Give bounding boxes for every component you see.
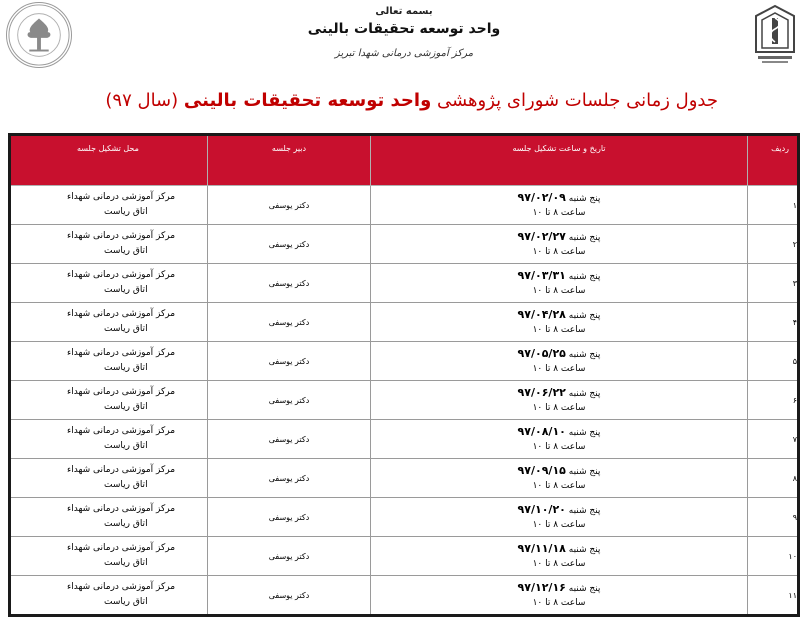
header-date: تاریخ و ساعت تشکیل جلسه [371, 135, 748, 186]
location-room: اتاق ریاست [104, 207, 148, 217]
row-number: ۲ [748, 225, 799, 264]
meeting-date: ۹۷/۰۸/۱۰ [517, 424, 566, 438]
bismillah-heading: بسمه تعالی [375, 6, 433, 17]
table-row [10, 381, 799, 420]
row-number: ۶ [748, 381, 799, 420]
meeting-datetime [371, 498, 748, 537]
meeting-location [10, 498, 208, 537]
meeting-date: ۹۷/۰۵/۲۵ [517, 346, 566, 360]
location-room: اتاق ریاست [104, 402, 148, 412]
meeting-datetime [371, 264, 748, 303]
meeting-time: ساعت ۸ تا ۱۰ [532, 597, 586, 608]
location-center: مرکز آموزشی درمانی شهداء [67, 504, 176, 514]
header-location: محل تشکیل جلسه [10, 135, 208, 186]
meeting-location [10, 303, 208, 342]
row-number: ۴ [748, 303, 799, 342]
meeting-secretary: دکتر یوسفی [208, 225, 371, 264]
location-center: مرکز آموزشی درمانی شهداء [67, 270, 176, 280]
meeting-date: ۹۷/۰۹/۱۵ [517, 463, 566, 477]
meeting-date: ۹۷/۰۴/۲۸ [517, 307, 566, 321]
table-row [10, 342, 799, 381]
header-radif: ردیف [748, 135, 799, 186]
location-center: مرکز آموزشی درمانی شهداء [67, 387, 176, 397]
row-number: ۳ [748, 264, 799, 303]
meeting-datetime [371, 576, 748, 616]
meeting-date: ۹۷/۰۲/۰۹ [517, 190, 566, 204]
meeting-time: ساعت ۸ تا ۱۰ [532, 324, 586, 335]
meeting-time: ساعت ۸ تا ۱۰ [532, 480, 586, 491]
meeting-datetime [371, 186, 748, 225]
location-room: اتاق ریاست [104, 324, 148, 334]
location-center: مرکز آموزشی درمانی شهداء [67, 543, 176, 553]
table-row [10, 420, 799, 459]
meeting-time: ساعت ۸ تا ۱۰ [532, 363, 586, 374]
meeting-secretary: دکتر یوسفی [208, 576, 371, 616]
row-number: ۱ [748, 186, 799, 225]
row-number: ۸ [748, 459, 799, 498]
meeting-location [10, 420, 208, 459]
location-center: مرکز آموزشی درمانی شهداء [67, 192, 176, 202]
location-center: مرکز آموزشی درمانی شهداء [67, 465, 176, 475]
table-row [10, 498, 799, 537]
meeting-date: ۹۷/۰۶/۲۲ [517, 385, 566, 399]
meeting-day: پنج شنبه [568, 271, 601, 282]
meeting-date: ۹۷/۱۲/۱۶ [517, 580, 566, 594]
meeting-day: پنج شنبه [568, 583, 601, 594]
meeting-datetime [371, 459, 748, 498]
location-room: اتاق ریاست [104, 519, 148, 529]
location-room: اتاق ریاست [104, 285, 148, 295]
location-center: مرکز آموزشی درمانی شهداء [67, 231, 176, 241]
meeting-day: پنج شنبه [568, 349, 601, 360]
meeting-secretary: دکتر یوسفی [208, 264, 371, 303]
meeting-day: پنج شنبه [568, 193, 601, 204]
row-number: ۹ [748, 498, 799, 537]
meeting-location [10, 459, 208, 498]
table-header-row [10, 135, 799, 186]
center-name-subheading: مرکز آموزشی درمانی شهدا تبریز [334, 48, 474, 59]
location-center: مرکز آموزشی درمانی شهداء [67, 426, 176, 436]
meeting-datetime [371, 225, 748, 264]
meeting-day: پنج شنبه [568, 466, 601, 477]
meeting-secretary: دکتر یوسفی [208, 420, 371, 459]
meeting-datetime [371, 303, 748, 342]
meeting-datetime [371, 381, 748, 420]
location-room: اتاق ریاست [104, 441, 148, 451]
meeting-day: پنج شنبه [568, 505, 601, 516]
table-row [10, 264, 799, 303]
title-emphasis: واحد توسعه تحقیقات بالینی [183, 90, 432, 111]
meeting-day: پنج شنبه [568, 427, 601, 438]
table-row [10, 303, 799, 342]
title-year: (سال ۹۷) [105, 90, 179, 111]
table-row [10, 537, 799, 576]
meeting-date: ۹۷/۱۱/۱۸ [517, 541, 566, 555]
meeting-time: ساعت ۸ تا ۱۰ [532, 558, 586, 569]
table-row [10, 459, 799, 498]
page-title [105, 90, 718, 111]
unit-name-heading: واحد توسعه تحقیقات بالینی [307, 21, 501, 37]
meeting-time: ساعت ۸ تا ۱۰ [532, 207, 586, 218]
header-secretary: دبیر جلسه [208, 135, 371, 186]
meeting-secretary: دکتر یوسفی [208, 381, 371, 420]
meeting-time: ساعت ۸ تا ۱۰ [532, 441, 586, 452]
location-room: اتاق ریاست [104, 246, 148, 256]
meeting-day: پنج شنبه [568, 232, 601, 243]
meeting-time: ساعت ۸ تا ۱۰ [532, 285, 586, 296]
meeting-date: ۹۷/۰۳/۳۱ [517, 268, 566, 282]
meeting-location [10, 186, 208, 225]
meeting-secretary: دکتر یوسفی [208, 459, 371, 498]
meeting-datetime [371, 342, 748, 381]
meeting-time: ساعت ۸ تا ۱۰ [532, 246, 586, 257]
meeting-time: ساعت ۸ تا ۱۰ [532, 402, 586, 413]
location-center: مرکز آموزشی درمانی شهداء [67, 582, 176, 592]
meeting-time: ساعت ۸ تا ۱۰ [532, 519, 586, 530]
location-center: مرکز آموزشی درمانی شهداء [67, 348, 176, 358]
location-room: اتاق ریاست [104, 558, 148, 568]
meeting-secretary: دکتر یوسفی [208, 342, 371, 381]
meeting-secretary: دکتر یوسفی [208, 186, 371, 225]
location-room: اتاق ریاست [104, 480, 148, 490]
meeting-day: پنج شنبه [568, 310, 601, 321]
meeting-location [10, 576, 208, 616]
meeting-schedule-table [8, 133, 800, 617]
location-center: مرکز آموزشی درمانی شهداء [67, 309, 176, 319]
row-number: ۵ [748, 342, 799, 381]
title-prefix: جدول زمانی جلسات شورای پژوهشی [437, 90, 718, 111]
meeting-datetime [371, 420, 748, 459]
meeting-location [10, 537, 208, 576]
table-row [10, 576, 799, 616]
meeting-secretary: دکتر یوسفی [208, 537, 371, 576]
meeting-location [10, 342, 208, 381]
meeting-day: پنج شنبه [568, 544, 601, 555]
table-row [10, 186, 799, 225]
row-number: ۷ [748, 420, 799, 459]
meeting-secretary: دکتر یوسفی [208, 303, 371, 342]
meeting-day: پنج شنبه [568, 388, 601, 399]
meeting-datetime [371, 537, 748, 576]
meeting-location [10, 225, 208, 264]
row-number: ۱۰ [748, 537, 799, 576]
location-room: اتاق ریاست [104, 597, 148, 607]
table-row [10, 225, 799, 264]
meeting-location [10, 381, 208, 420]
meeting-secretary: دکتر یوسفی [208, 498, 371, 537]
row-number: ۱۱ [748, 576, 799, 616]
location-room: اتاق ریاست [104, 363, 148, 373]
meeting-date: ۹۷/۰۲/۲۷ [517, 229, 566, 243]
meeting-date: ۹۷/۱۰/۲۰ [517, 502, 566, 516]
meeting-location [10, 264, 208, 303]
